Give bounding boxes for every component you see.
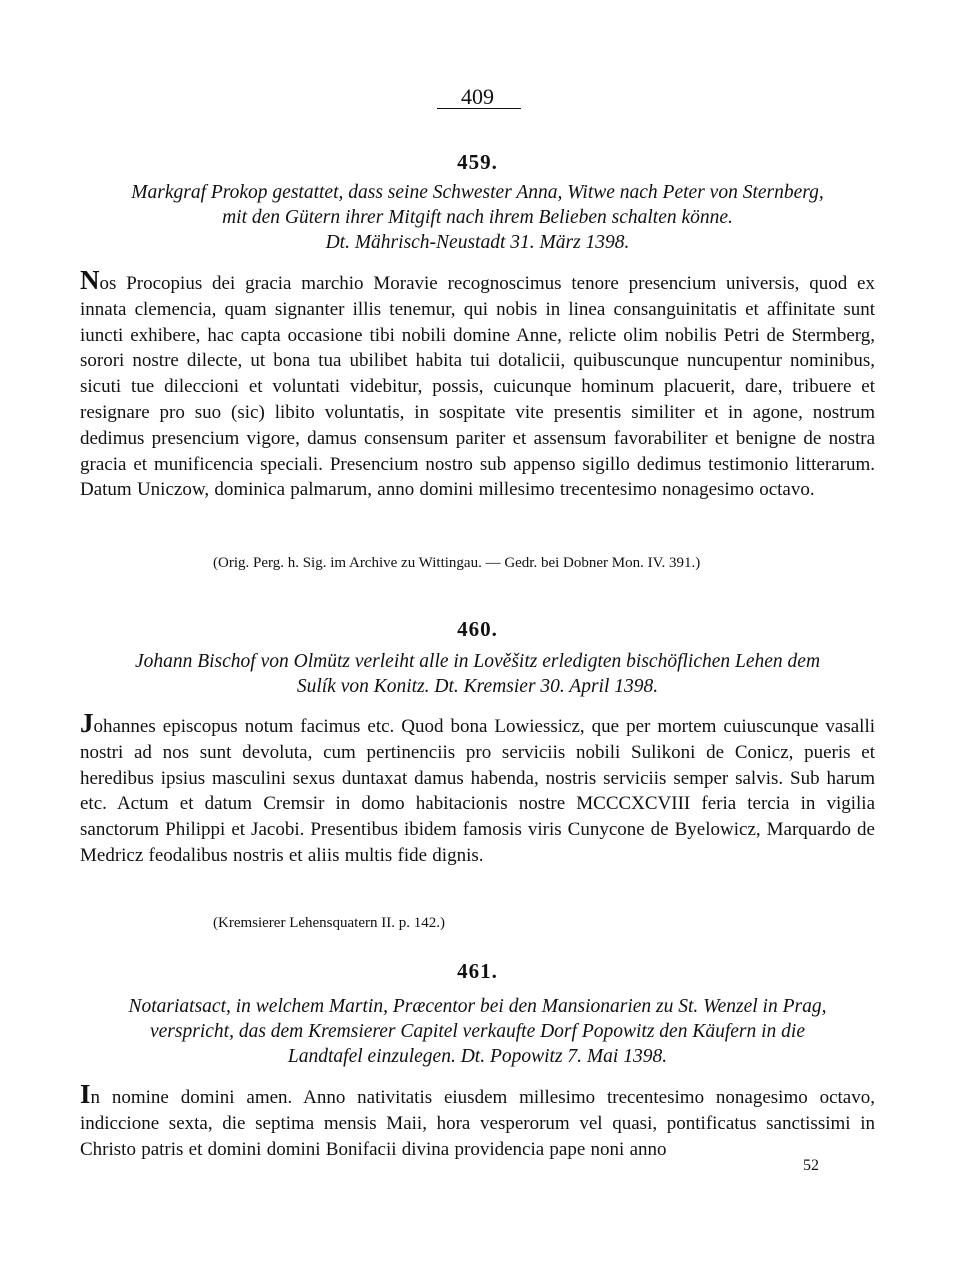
doc-body: n nomine domini amen. Anno nativitatis eiusdem millesimo trecentesimo nonagesimo octavo, indiccione sexta, die septima mensis Maii, hora vesperorum vel quasi, pontificatus sanctissimi in Christo patris et domini domini Bonifacii divina providencia pape noni anno xyxy=(80,1087,875,1160)
regest-line: verspricht, das dem Kremsierer Capitel verkaufte Dorf Popowitz den Käufern in die xyxy=(150,1021,805,1042)
doc-regest xyxy=(80,649,875,699)
regest-line: Markgraf Prokop gestattet, dass seine Schwester Anna, Witwe nach Peter von Sternberg, xyxy=(131,182,824,203)
regest-line: Landtafel einzulegen. Dt. Popowitz 7. Mai 1398. xyxy=(287,1046,668,1067)
source-note: (Kremsierer Lehensquatern II. p. 142.) xyxy=(213,915,445,931)
doc-number: 461. xyxy=(457,959,498,983)
doc-body: os Procopius dei gracia marchio Moravie recognoscimus tenore presencium universis, quod ex innata clemencia, quam signanter illis tenemur, qui nobis in linea consanguinitatis et affinitate sunt iuncti exhibere, hac capta occasione tibi nobili domine Anne, relicte olim nobilis Petri de Stermberg, sorori nostre dilecte, ut bona tua ubilibet habita tui dotalicii, quibuscunque nuncupentur nominibus, sicuti tue dileccioni et voluntati videbitur, possis, cuicunque hominum placuerit, dare, tribuere et resignare pro suo (sic) libito voluntatis, in sospitate vite presentis similiter et in agone, nostrum dedimus presencium vigore, damus consensum pariter et assensum favorabiliter et benigne de nostra gracia et munificencia speciali. Presencium nostro sub appenso sigillo dedimus testimonio litterarum. Datum Uniczow, dominica palmarum, anno domini millesimo trecentesimo nonagesimo octavo. xyxy=(80,273,875,501)
doc-regest xyxy=(80,994,875,1069)
doc-text xyxy=(80,708,875,869)
doc-number: 460. xyxy=(457,617,498,641)
header-rule xyxy=(437,108,521,109)
doc-number: 459. xyxy=(457,150,498,174)
source-note: (Orig. Perg. h. Sig. im Archive zu Wittingau. — Gedr. bei Dobner Mon. IV. 391.) xyxy=(213,555,701,571)
doc-text xyxy=(80,1079,875,1162)
regest-line: Dt. Mährisch-Neustadt 31. März 1398. xyxy=(325,232,630,253)
regest-line: Sulík von Konitz. Dt. Kremsier 30. April 1398. xyxy=(296,676,659,697)
doc-regest xyxy=(80,180,875,255)
regest-line: mit den Gütern ihrer Mitgift nach ihrem Belieben schalten könne. xyxy=(222,207,733,228)
initial-letter: J xyxy=(80,708,94,738)
doc-text xyxy=(80,265,875,503)
page-number: 409 xyxy=(461,84,494,109)
printer-signature: 52 xyxy=(803,1157,819,1174)
regest-line: Notariatsact, in welchem Martin, Præcentor bei den Mansionarien zu St. Wenzel in Prag, xyxy=(128,996,827,1017)
initial-letter: I xyxy=(80,1079,91,1109)
doc-body: ohannes episcopus notum facimus etc. Quod bona Lowiessicz, que per mortem cuiuscunque vasalli nostri ad nos sunt devoluta, cum pertinenciis pro serviciis nobili Sulikoni de Conicz, pueris et heredibus ipsius masculini sexus duntaxat damus habenda, nostris serviciis semper salvis. Sub harum etc. Actum et datum Cremsir in domo habitacionis nostre MCCCXCVIII feria tercia in vigilia sanctorum Philippi et Jacobi. Presentibus ibidem famosis viris Cunycone de Byelowicz, Marquardo de Medricz feodalibus nostris et aliis multis fide dignis. xyxy=(80,716,875,866)
regest-line: Johann Bischof von Olmütz verleiht alle in Lověšitz erledigten bischöflichen Lehen dem xyxy=(134,651,821,672)
initial-letter: N xyxy=(80,265,100,295)
